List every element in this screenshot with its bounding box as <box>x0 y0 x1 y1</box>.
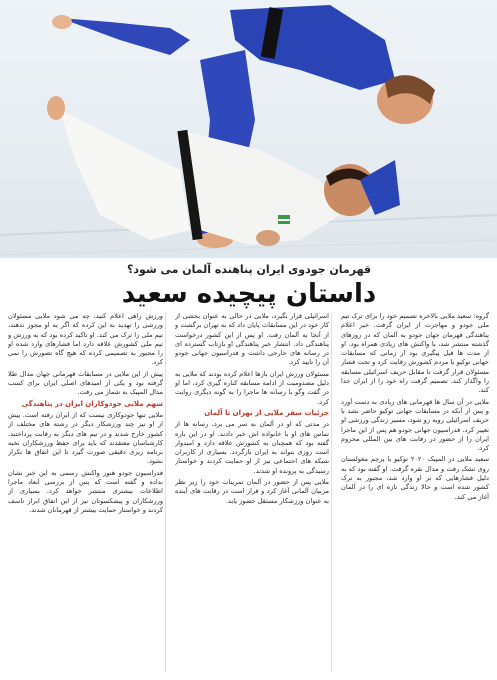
paragraph: ورزش راهی اعلام کنید، چه می شود ملایی مسئولان ورزشی را تهدید به این کرده که اگر به او مجوز ندهند، تیم ملی را ترک می کند. او تاکید کرده بود که به ورزش و تیم ملی کشورش علاقه دارد اما فشارهای وارد شده او را مجبور به تصمیمی کرده که هیچ گاه تصورش را نمی کرد. <box>8 312 163 367</box>
paragraph: اسرائیلی قرار بگیرد، ملایی در حالی به عنوان بخشی از کار خود در این مسابقات پایان داد که به تهران برگشت و از آنجا به آلمان رفت. او پس از این کشور درخواست پناهندگی داد. انتشار خبر پناهندگی او بازتاب گسترده ای در رسانه های خارجی داشت و فدراسیون جهانی جودو آن را تایید کرد. <box>175 312 329 367</box>
paragraph: ملایی پس از حضور در آلمان تمرینات خود را زیر نظر مربیان آلمانی آغاز کرد و قرار است در رقابت های آینده به عنوان ورزشکار مستقل حضور یابد. <box>175 478 329 505</box>
paragraph: گروه: سعید ملایی بالاخره تصمیم خود را برای ترک تیم ملی جودو و مهاجرت از ایران گرفت. خبر اعلام پناهندگی قهرمان جهان جودو به آلمان که در روزهای گذشته منتشر شد، با واکنش های زیادی همراه بود. او از مدت ها قبل پیگیری بود از زمانی که مسابقات جهانی توکیو با مردم کشورش رقابت کرد و تحت فشار مسئولان قرار گرفت تا مقابل حریف اسرائیلی مسابقه را واگذار کند، تصمیم گرفت راه خود را از ایران جدا کند. <box>341 312 489 395</box>
judo-match-illustration <box>0 0 497 258</box>
paragraph: مسئولان ورزش ایران بارها اعلام کرده بودند که ملایی به دلیل مصدومیت از ادامه مسابقه کناره گیری کرد، اما او در گفت وگو با رسانه ها ماجرا را به گونه دیگری روایت کرد. <box>175 369 329 406</box>
article-column-middle <box>175 312 329 677</box>
column-divider <box>331 312 332 672</box>
paragraph: فدراسیون جودو هنوز واکنش رسمی به این خبر نشان نداده و گفته است که پس از بررسی ابعاد ماجرا اطلاعات بیشتری منتشر خواهد کرد. بسیاری از ورزشکاران و پیشکسوتان نیز از این اتفاق ابراز تاسف کردند و خواستار حمایت بیشتر از قهرمانان شدند. <box>8 468 163 514</box>
article-kicker: قهرمان جودوی ایران پناهنده آلمان می شود؟ <box>126 263 372 276</box>
paragraph: در مدتی که او در آلمان به سر می برد، رسانه ها از تماس های او با خانواده اش خبر دادند. او در این باره گفته بود که همچنان به کشورش علاقه دارد و امیدوار است روزی بتواند به ایران بازگردد. بسیاری از کاربران شبکه های اجتماعی نیز از او حمایت کردند و خواستار رسیدگی به پرونده او شدند. <box>175 420 329 475</box>
article-column-left <box>8 312 163 677</box>
paragraph: سعید ملایی در المپیک ۲۰۲۰ توکیو با پرچم مغولستان روی تشک رفت و مدال نقره گرفت. او گفته بود که به دلیل فشارهایی که بر او وارد شد، مجبور به ترک کشور شده است و حالا زندگی تازه ای را در آلمان آغاز می کند. <box>341 455 489 501</box>
paragraph: پیش از این ملایی در مسابقات قهرمانی جهان مدال طلا گرفته بود و یکی از امیدهای اصلی ایران برای کسب مدال المپیک به شمار می رفت. <box>8 369 163 397</box>
section-subheading: جزئیات سفر ملایی از تهران تا آلمان <box>204 408 329 417</box>
judo-photo <box>0 0 497 258</box>
article-column-right <box>341 312 489 677</box>
article-headline: داستان پیچیده سعید <box>121 279 377 309</box>
paragraph: ملایی در آن سال ها قهرمانی های زیادی به دست آورد و پس از آنکه در مسابقات جهانی توکیو حاضر نشد با حریف اسرائیلی روبه رو شود، مسیر زندگی ورزشی او تغییر کرد. فدراسیون جهانی جودو هم پس از این ماجرا ایران را از حضور در رقابت های بین المللی محروم کرد. <box>341 397 489 453</box>
paragraph: ملایی تنها جودوکاری نیست که از ایران رفته است. پیش از او نیز چند ورزشکار دیگر در رشته های مختلف از کشور خارج شدند و در تیم های دیگر به رقابت پرداختند. کارشناسان معتقدند که باید برای حفظ ورزشکاران نخبه برنامه ریزی دقیقی صورت گیرد تا این اتفاق ها تکرار نشود. <box>8 410 163 466</box>
section-subheading: سهم ملایی جودوکاران ایران در پناهندگی <box>21 399 163 408</box>
column-divider <box>165 312 166 672</box>
